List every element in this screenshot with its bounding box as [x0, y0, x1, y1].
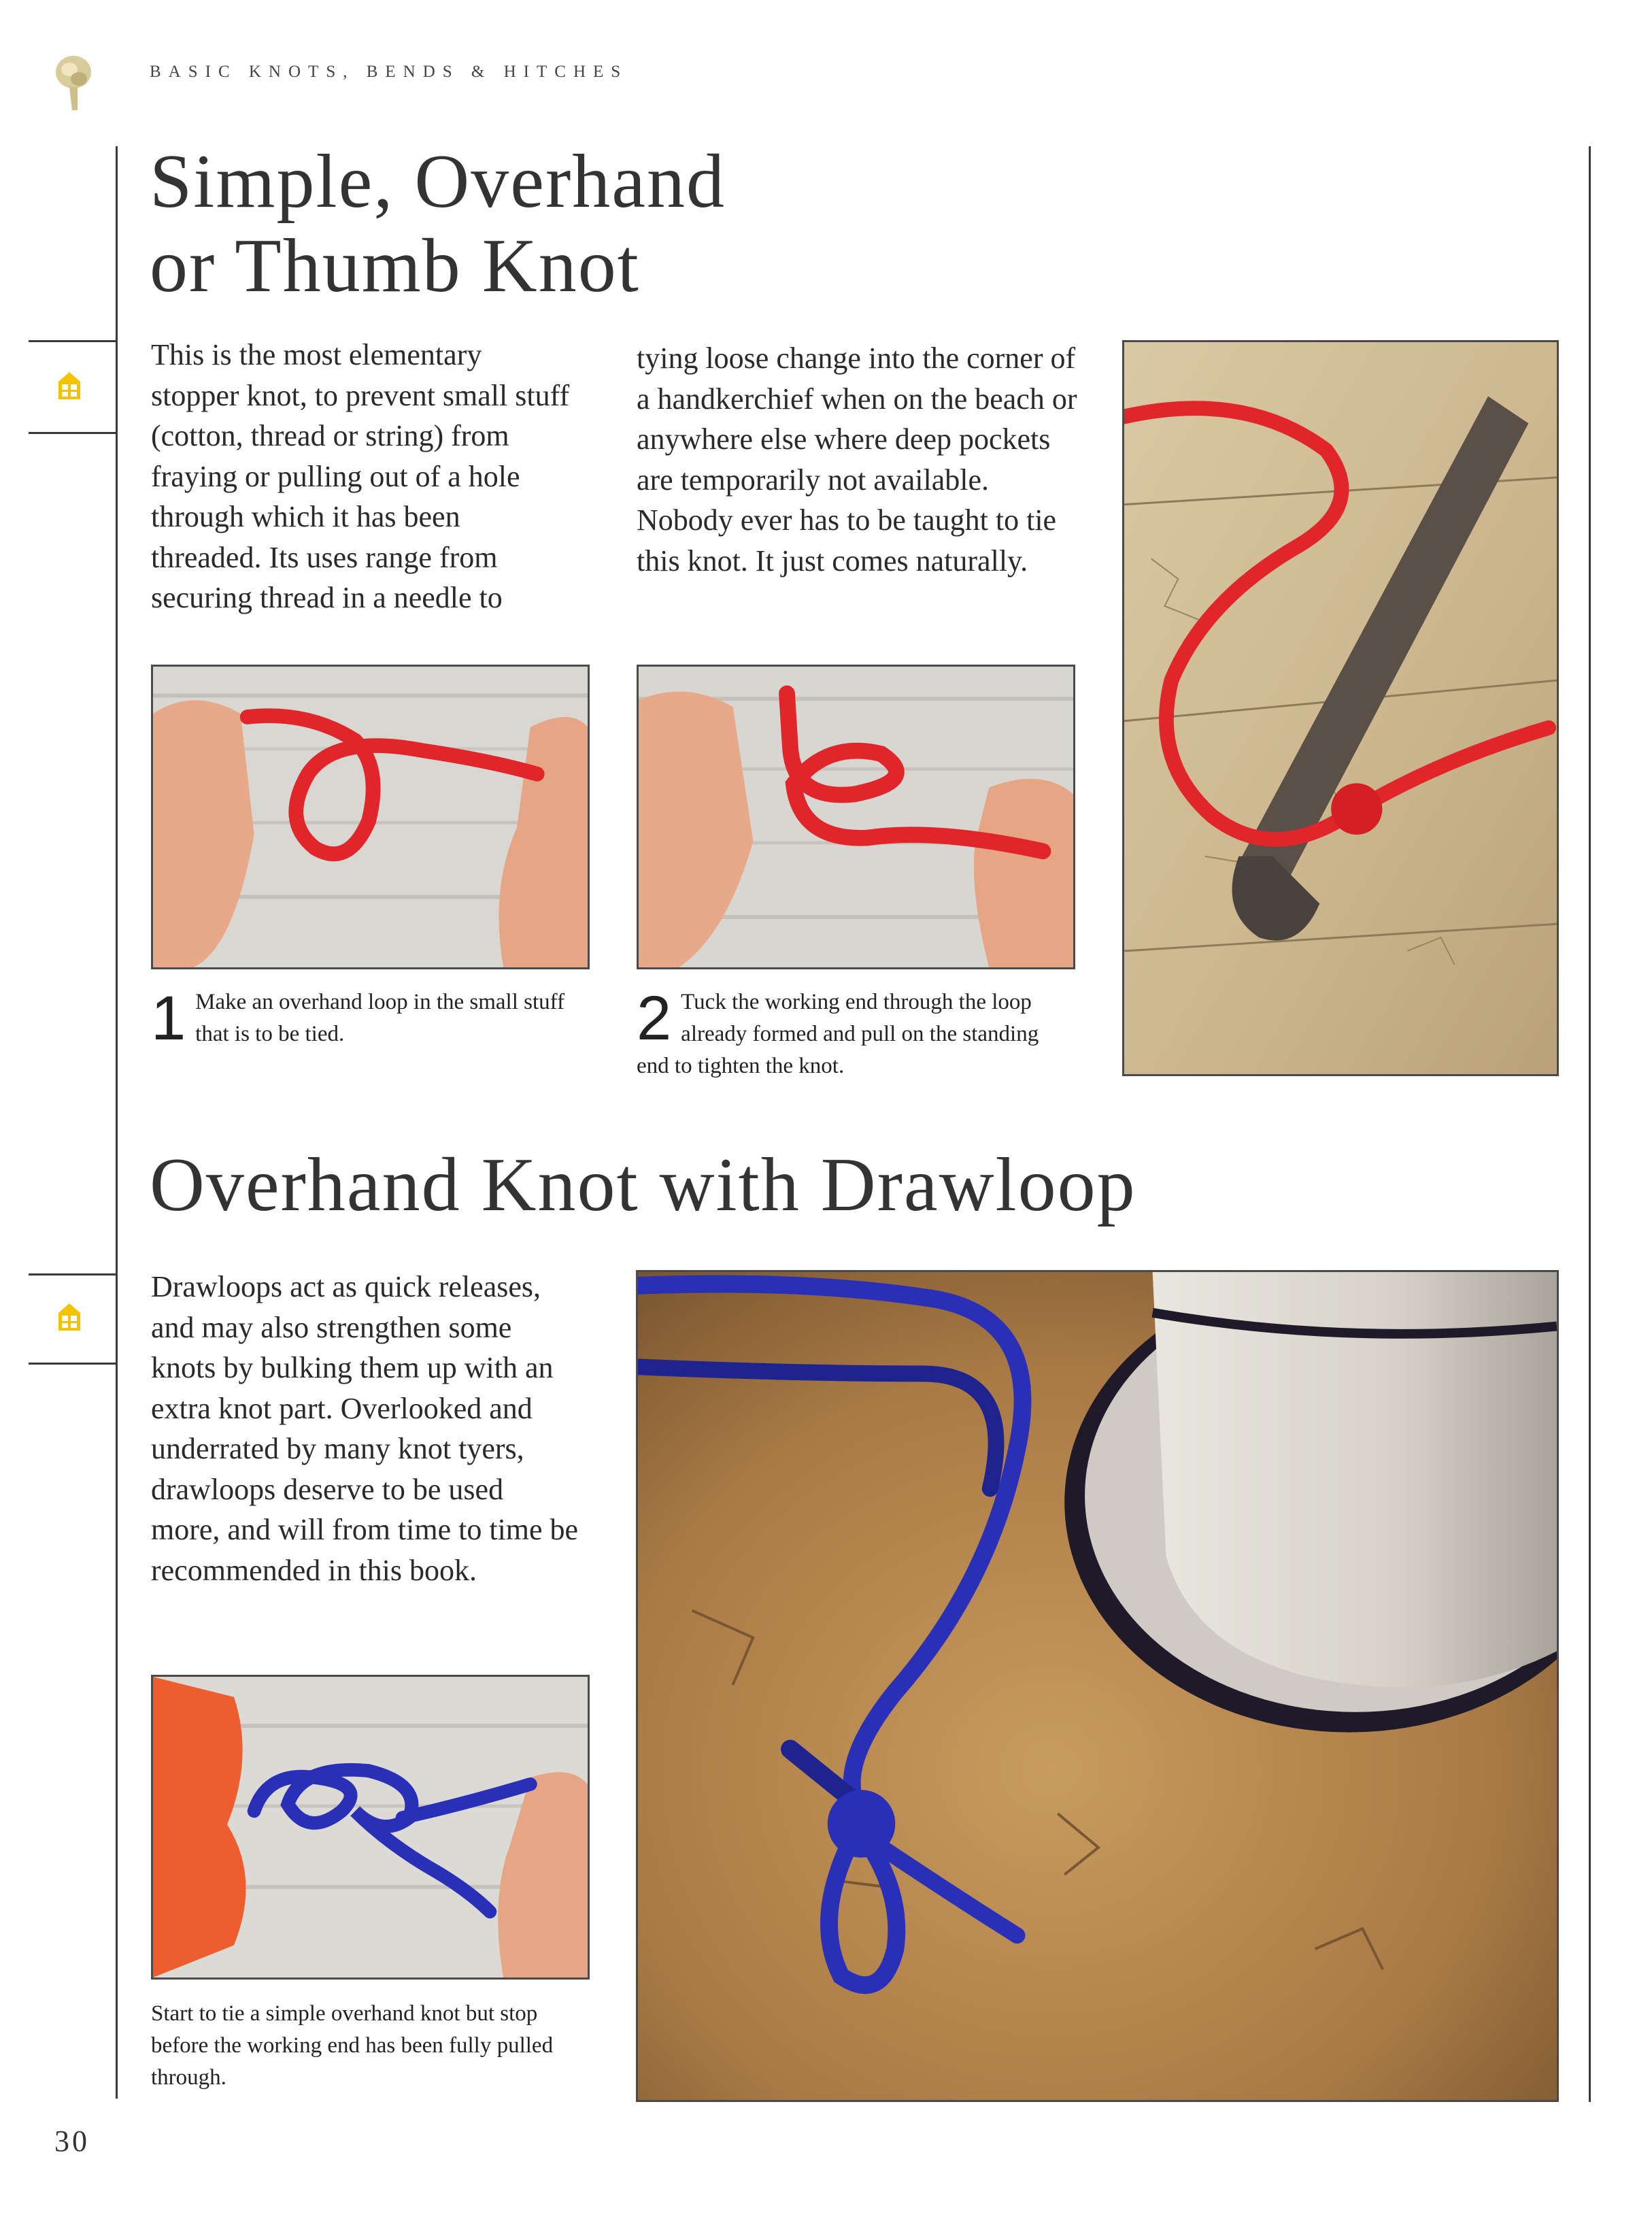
section1-title-line2: or Thumb Knot: [150, 224, 640, 308]
section1-intro-col1: This is the most elementary stopper knot, to prevent small stuff (cotton, thread or string) from fraying or pulling out of a hole through which it has been threaded. Its uses range from securing thread in a needle to: [151, 338, 570, 614]
section1-title: [150, 139, 726, 308]
section2-title: Overhand Knot with Drawloop: [150, 1143, 1136, 1227]
drawloop-step-photo: [151, 1675, 590, 1980]
drawloop-step-caption: Start to tie a simple overhand knot but stop before the working end has been fully pulled through.: [151, 2001, 554, 2090]
section2-intro: Drawloops act as quick releases, and may also strengthen some knots by bulking them up with an extra knot part. Overlooked and underrated by many knot tyers, drawloops deserve to be used more, and will from time to time be recommended in this book.: [151, 1270, 579, 1587]
knot-category-icon: [56, 1302, 83, 1332]
step2-caption-block: [637, 986, 1072, 1082]
step1-caption-block: [151, 984, 586, 1053]
blue-rope-cup-photo: [636, 1270, 1559, 2102]
section1-tab-rule-bottom: [29, 432, 117, 434]
step1-caption: Make an overhand loop in the small stuff that is to be tied.: [195, 990, 565, 1046]
left-margin-rule: [116, 146, 118, 2099]
section2-tab-rule-bottom: [29, 1363, 117, 1365]
section1-intro-col2: tying loose change into the corner of a handkerchief when on the beach or anywhere else where deep pockets are temporarily not available. Nobody ever has to be taught to tie this knot. It just comes naturally.: [637, 341, 1077, 578]
knot-emblem-icon: [42, 45, 103, 113]
right-margin-rule: [1589, 146, 1591, 2102]
section2-tab-rule-top: [29, 1273, 117, 1275]
running-head: BASIC KNOTS, BENDS & HITCHES: [150, 63, 628, 81]
section1-tab-rule-top: [29, 340, 117, 342]
step1-photo: [151, 665, 590, 969]
step1-number: 1: [151, 984, 186, 1053]
step2-number: 2: [637, 984, 672, 1053]
knot-category-icon: [56, 371, 83, 401]
page-number: 30: [54, 2124, 90, 2158]
section1-title-line1: Simple, Overhand: [150, 139, 726, 224]
step2-photo: [637, 665, 1075, 969]
step2-caption: Tuck the working end through the loop already formed and pull on the standing end to tighten the knot.: [637, 990, 1039, 1078]
red-rope-spike-photo: [1122, 340, 1559, 1076]
